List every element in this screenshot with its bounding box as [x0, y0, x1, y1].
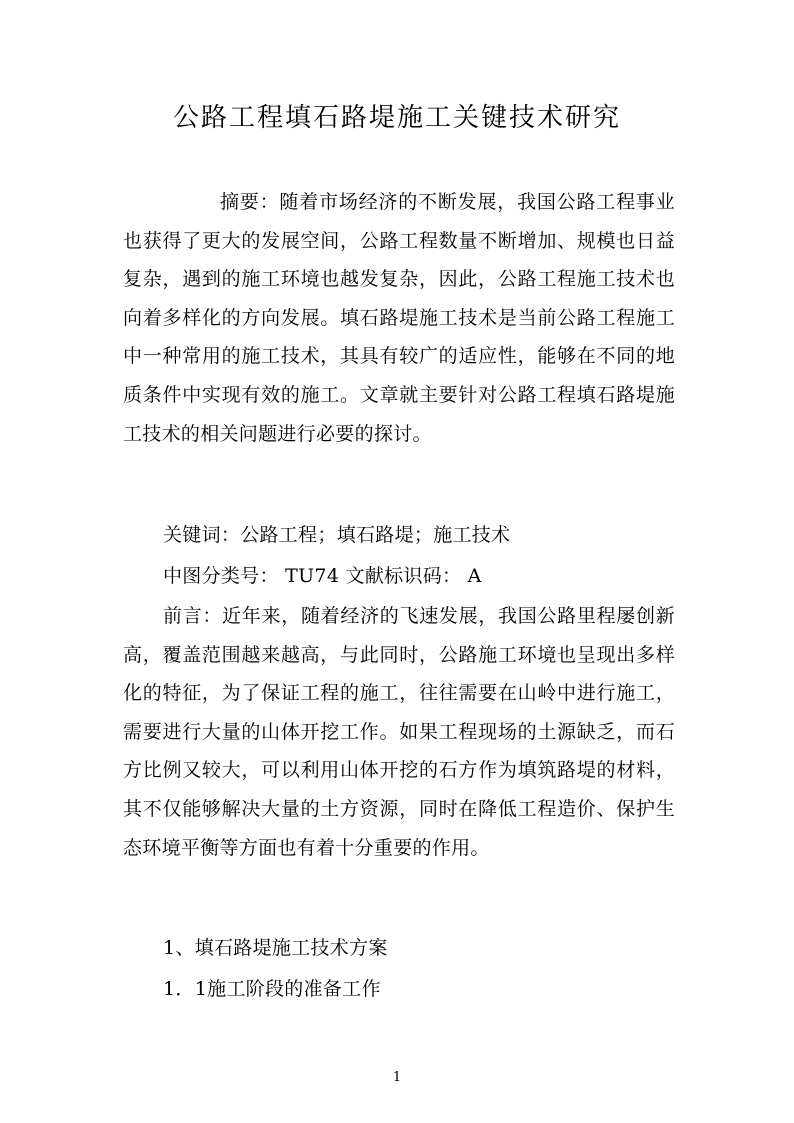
section-heading-1: 1、填石路堤施工技术方案 — [163, 937, 388, 959]
section-heading-1-1: 1．1施工阶段的准备工作 — [163, 978, 381, 1000]
abstract-paragraph: 摘要：随着市场经济的不断发展，我国公路工程事业也获得了更大的发展空间，公路工程数量不断增加、规模也日益复杂，遇到的施工环境也越发复杂，因此，公路工程施工技术也向着多样化的方向发展。填石路堤施工技术是当前公路工程施工中一种常用的施工技术，其具有较广的适应性，能够在不同的地质条件中实现有效的施工。文章就主要针对公路工程填石路堤施工技术的相关问题进行必要的探讨。 — [123, 191, 675, 445]
document-title: 公路工程填石路堤施工关键技术研究 — [172, 103, 621, 133]
keywords-line: 关键词：公路工程；填石路堤；施工技术 — [163, 524, 511, 546]
page-number: 1 — [392, 1070, 402, 1085]
preface-paragraph: 前言：近年来，随着经济的飞速发展，我国公路里程屡创新高，覆盖范围越来越高，与此同时，公路施工环境也呈现出多样化的特征，为了保证工程的施工，往往需要在山岭中进行施工，需要进行大量的山体开挖工作。如果工程现场的土源缺乏，而石方比例又较大，可以利用山体开挖的石方作为填筑路堤的材料，其不仅能够解决大量的土方资源，同时在降低工程造价、保护生态环境平衡等方面也有着十分重要的作用。 — [123, 605, 675, 859]
classification-line: 中图分类号： TU74 文献标识码： A — [163, 565, 482, 587]
